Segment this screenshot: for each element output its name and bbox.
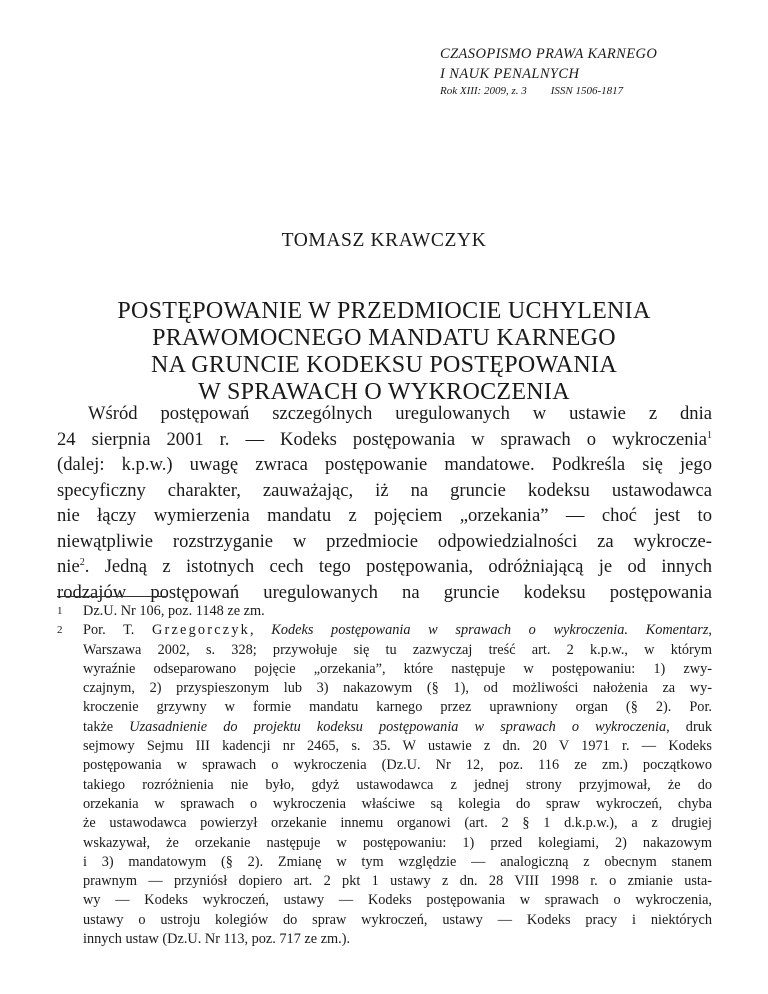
footnote-line: Dz.U. Nr 106, poz. 1148 ze zm.: [83, 603, 265, 619]
footnote-line: [83, 621, 712, 640]
title-line: NA GRUNCIE KODEKSU POSTĘPOWANIA: [151, 352, 617, 378]
footnote-line: Warszawa 2002, s. 328; przywołuje się tu zazwyczaj treść art. 2 k.p.w., w którym: [83, 641, 712, 658]
footnote-number: 2: [57, 624, 63, 637]
body-text: . Jedną z istotnych cech tego postępowania, odróżniającą je od innych: [84, 556, 712, 577]
footnote-ref[interactable]: 2: [79, 557, 85, 568]
footnote-ref[interactable]: 1: [707, 429, 712, 441]
footnote-line: czajnym, 2) przyspieszonym lub 3) nakazowym (§ 1), od możliwości nałożenia za wy-: [83, 680, 712, 697]
body-line: niewątpliwie rozstrzyganie w przedmiocie odpowiedzialności za wykrocze-: [57, 530, 712, 552]
journal-issue: Rok XIII: 2009, z. 3: [440, 85, 527, 97]
footnote-text: , druk: [666, 718, 713, 735]
body-line: (dalej: k.p.w.) uwagę zwraca postępowanie mandatowe. Podkreśla się jego: [57, 454, 712, 475]
body-line: rodzajów postępowań uregulowanych na gruncie kodeksu postępowania: [57, 581, 712, 603]
footnote-line: wyraźnie odseparowano pojęcie „orzekania”, które następuje w postępowaniu: 1) zwy-: [83, 660, 712, 677]
footnote-line: takiego rozróżnienia nie było, gdyż ustawodawca z jednej strony przyjmował, że do: [83, 776, 712, 793]
body-text: nie: [57, 556, 80, 577]
footnote-line: i 3) mandatowym (§ 2). Zmianę w tym względzie — analogiczną z obecnym stanem: [83, 853, 712, 870]
body-paragraph: [57, 401, 712, 605]
footnote-line: ustawy o ustroju kolegiów do spraw wykroczeń, ustawy — Kodeks pracy i niektórych: [83, 911, 712, 928]
title-line: W SPRAWACH O WYKROCZENIA: [198, 379, 570, 405]
journal-issn: ISSN 1506-1817: [550, 85, 624, 97]
body-line: Wśród postępowań szczególnych uregulowanych w ustawie z dnia: [88, 403, 712, 424]
cited-author: Grzegorczyk: [152, 622, 251, 639]
body-line: [57, 554, 712, 580]
footnote-line: że ustawodawca powierzył orzekanie innemu organowi (art. 2 § 1 d.k.p.w.), a z drugiej: [83, 815, 712, 832]
journal-title-line2: I NAUK PENALNYCH: [440, 66, 580, 82]
footnote-line: wskazywał, że orzekanie następuje w postępowaniu: 1) przed kolegiami, 2) nakazowym: [83, 834, 712, 851]
footnote-text: także: [83, 718, 130, 735]
footnote-line: wy — Kodeks wykroczeń, ustawy — Kodeks postępowania w sprawach o wykroczenia,: [83, 892, 712, 909]
body-line: [57, 427, 712, 453]
footnote-line: sejmowy Sejmu III kadencji nr 2465, s. 35. W ustawie z dn. 20 V 1971 r. — Kodeks: [83, 738, 712, 755]
footnote-1: [57, 602, 712, 621]
author-name: TOMASZ KRAWCZYK: [281, 230, 487, 251]
footnote-line: orzekania w sprawach o wykroczenia właściwe są kolegia do spraw wykroczeń, chyba: [83, 795, 712, 812]
footnote-line: kroczenie grzywny w formie mandatu karnego przez uprawniony organ (§ 2). Por.: [83, 699, 712, 716]
body-line: specyficzny charakter, zauważając, iż na gruncie kodeksu ustawodawca: [57, 479, 712, 501]
cited-title: Uzasadnienie do projektu kodeksu postępowania w sprawach o wykroczenia: [129, 718, 667, 735]
article-title: [60, 298, 708, 406]
footnote-separator: [57, 596, 167, 597]
body-line: nie łączy wymierzenia mandatu z pojęciem „orzekania” — choć jest to: [57, 505, 712, 526]
footnote-text: ,: [708, 622, 712, 639]
footnote-text: ,: [250, 622, 272, 639]
footnote-line: postępowania w sprawach o wykroczenia (Dz.U. Nr 12, poz. 116 ze zm.) początkowo: [83, 757, 712, 774]
title-line: POSTĘPOWANIE W PRZEDMIOCIE UCHYLENIA: [117, 298, 651, 324]
footnotes: [57, 602, 712, 949]
footnote-2: [57, 621, 712, 949]
journal-title-line1: CZASOPISMO PRAWA KARNEGO: [440, 46, 658, 62]
footnote-line: prawnym — przyniósł dopiero art. 2 pkt 1 ustawy z dn. 28 VIII 1998 r. o zmianie usta-: [83, 873, 712, 890]
journal-issue-meta: [440, 84, 740, 99]
footnote-text: Por. T.: [83, 622, 135, 639]
body-text: 24 sierpnia 2001 r. — Kodeks postępowania w sprawach o wykroczenia: [57, 428, 707, 450]
journal-header: [440, 44, 740, 99]
footnote-line: [83, 718, 712, 737]
footnote-line: innych ustaw (Dz.U. Nr 113, poz. 717 ze zm.).: [83, 931, 351, 948]
footnote-number: 1: [57, 605, 63, 617]
title-line: PRAWOMOCNEGO MANDATU KARNEGO: [152, 325, 616, 351]
cited-title: Kodeks postępowania w sprawach o wykroczenia. Komentarz: [271, 622, 709, 639]
